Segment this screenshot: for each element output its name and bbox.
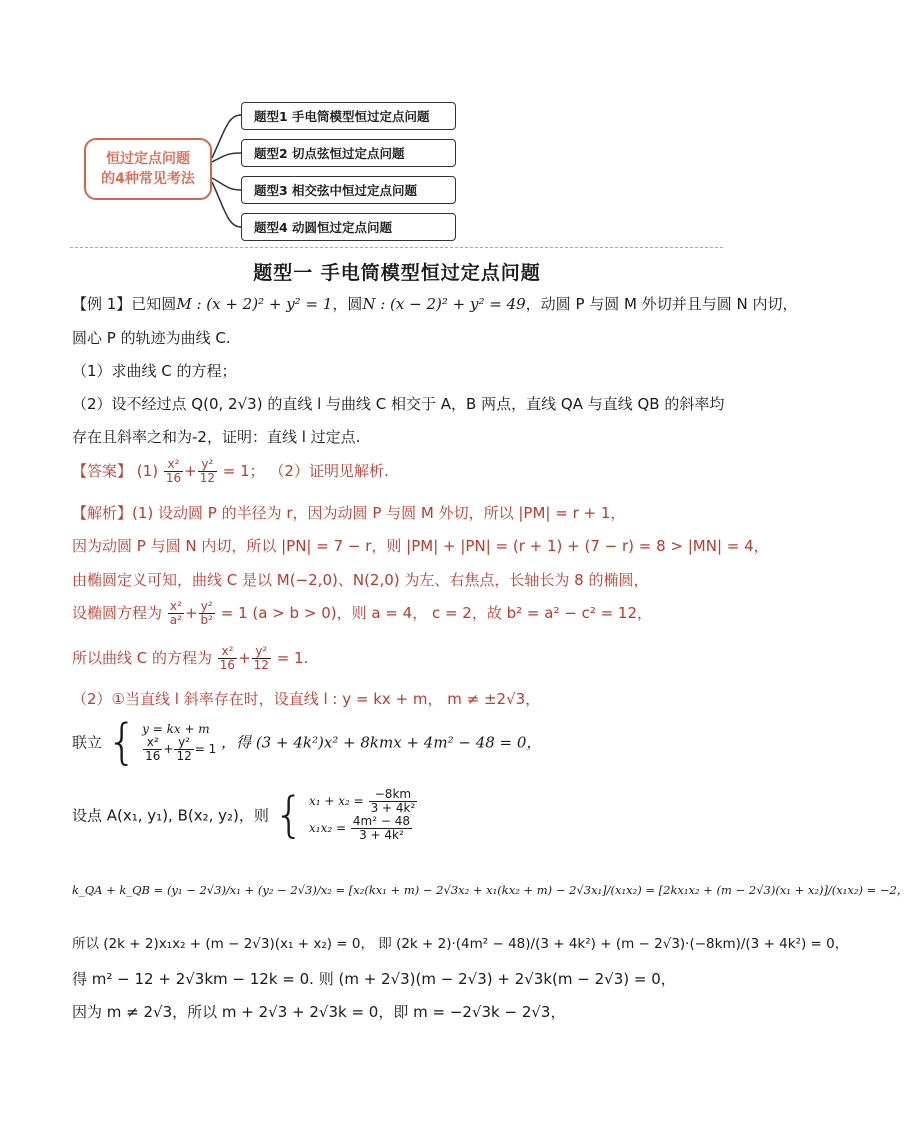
equation-system — [142, 722, 216, 763]
section-title: 题型一 手电筒模型恒过定点问题 — [253, 262, 541, 284]
combined-equation: ，得 (3 + 4k²)x² + 8kmx + 4m² − 48 = 0， — [221, 733, 542, 752]
solution-5-suffix: = 1. — [276, 649, 309, 667]
circle-n-equation: N : (x − 2)² + y² = 49 — [362, 295, 526, 313]
section-divider — [70, 247, 723, 248]
vieta-product: x₁x₂ = $\frac{\text{4m² − 48}}{\text{3 + 4k²}}$ — [309, 814, 410, 842]
lianli-label: 联立 — [72, 733, 103, 752]
ellipse-frac-y: $\frac{\text{y²}}{\text{b²}}$ — [200, 599, 213, 627]
system-eq-1: y = kx + m — [142, 721, 210, 736]
solution-line-5: 所以曲线 C 的方程为 $\frac{\text{x²}}{16}$ + $\frac{\text{y²}}{12}$ = 1. — [72, 644, 309, 672]
system-eq-2: $\frac{\text{x²}}{16}$ + $\frac{\text{y²}}{12}$ = 1 — [145, 734, 217, 763]
solution-label: 【解析】 — [72, 504, 133, 522]
question-2-line-1: （2）设不经过点 Q(0, 2√3) 的直线 l 与曲线 C 相交于 A，B 两点，直线 QA 与直线 QB 的斜率均 — [72, 395, 725, 413]
answer-part-1: (1) — [136, 462, 159, 480]
question-2-line-2: 存在且斜率之和为-2，证明：直线 l 过定点. — [72, 428, 361, 446]
vieta-sum: x₁ + x₂ = $\frac{-8km}{\text{3 + 4k²}}$ — [309, 787, 416, 815]
derivation-line-1: 所以 (2k + 2)x₁x₂ + (m − 2√3)(x₁ + x₂) = 0， 即 (2k + 2)·(4m² − 48)/(3 + 4k²) + (m − 2√3)·(−8km)/(3 + 4k²) = 0， — [72, 936, 849, 952]
example-mid: ，圆 — [332, 295, 363, 313]
part-2-line: （2）①当直线 l 斜率存在时，设直线 l : y = kx + m， m ≠ ±2√3， — [72, 690, 541, 708]
left-brace: { — [106, 714, 138, 770]
solution-4-prefix: 设椭圆方程为 — [72, 604, 163, 622]
answer-frac-y: $\frac{\text{y²}}{12}$ — [199, 457, 215, 485]
mindmap-branch-4: 题型4 动圆恒过定点问题 — [241, 213, 456, 241]
solution-text-1: (1) 设动圆 P 的半径为 r，因为动圆 P 与圆 M 外切，所以 |PM| = r + 1， — [132, 504, 626, 522]
solution-line-4: 设椭圆方程为 $\frac{\text{x²}}{\text{a²}}$ + $\frac{\text{y²}}{\text{b²}}$ = 1 (a > b > 0)，则 a = 4， c = 2，故 b² = a² − c² = 12， — [72, 599, 653, 627]
curve-frac-y: $\frac{\text{y²}}{12}$ — [253, 644, 269, 672]
example-tail: ，动圆 P 与圆 M 外切并且与圆 N 内切， — [525, 295, 798, 313]
vieta-line — [72, 788, 418, 842]
derivation-line-2: 得 m² − 12 + 2√3km − 12k = 0. 则 (m + 2√3)(m − 2√3) + 2√3k(m − 2√3) = 0， — [72, 970, 676, 988]
slope-sum-line: k_QA + k_QB = (y₁ − 2√3)/x₁ + (y₂ − 2√3)/x₂ = [x₂(kx₁ + m) − 2√3x₂ + x₁(kx₂ + m) − 2√3x₁]/(x₁x₂) = [2kx₁x₂ + (m − 2√3)(x₁ + x₂)]/(x₁x₂) = −2， — [72, 883, 908, 897]
ellipse-frac-x: $\frac{\text{x²}}{\text{a²}}$ — [169, 599, 182, 627]
question-1: （1）求曲线 C 的方程； — [72, 362, 237, 380]
answer-label: 【答案】 — [72, 462, 133, 480]
mindmap-center-line2: 的4种常见考法 — [101, 171, 195, 187]
mindmap-branch-3: 题型3 相交弦中恒过定点问题 — [241, 176, 456, 204]
simultaneous-line — [72, 714, 542, 770]
example-label: 【例 1】已知圆 — [72, 295, 177, 313]
answer-line: 【答案】 (1) $\frac{\text{x²}}{16}$ + $\frac{\text{y²}}{12}$ = 1； （2）证明见解析. — [72, 457, 389, 485]
mindmap-branch-2: 题型2 切点弦恒过定点问题 — [241, 139, 456, 167]
curve-frac-x: $\frac{\text{x²}}{16}$ — [219, 644, 236, 672]
circle-m-equation: M : (x + 2)² + y² = 1 — [176, 295, 333, 313]
answer-frac-x: $\frac{\text{x²}}{16}$ — [165, 457, 182, 485]
mindmap-center-line1: 恒过定点问题 — [106, 151, 190, 167]
example-line-1 — [72, 293, 798, 314]
solution-5-prefix: 所以曲线 C 的方程为 — [72, 649, 213, 667]
answer-part-2: （2）证明见解析. — [269, 462, 389, 480]
solution-line-1 — [72, 502, 625, 523]
set-points: 设点 A(x₁, y₁), B(x₂, y₂)，则 — [72, 806, 269, 825]
solution-4-suffix: = 1 (a > b > 0)，则 a = 4， c = 2，故 b² = a² − c² = 12， — [220, 604, 653, 622]
example-line-2: 圆心 P 的轨迹为曲线 C. — [72, 329, 231, 347]
answer-equation-tail: = 1； — [222, 462, 265, 480]
solution-line-2: 因为动圆 P 与圆 N 内切，所以 |PN| = 7 − r，则 |PM| + |PN| = (r + 1) + (7 − r) = 8 > |MN| = 4， — [72, 537, 769, 555]
solution-line-3: 由椭圆定义可知，曲线 C 是以 M(−2,0)、N(2,0) 为左、右焦点，长轴长为 8 的椭圆， — [72, 571, 649, 589]
mindmap-branch-1: 题型1 手电筒模型恒过定点问题 — [241, 102, 456, 130]
vieta-system — [309, 788, 418, 842]
mindmap-center — [84, 138, 212, 200]
vieta-brace: { — [273, 787, 305, 843]
derivation-line-3: 因为 m ≠ 2√3，所以 m + 2√3 + 2√3k = 0，即 m = −2√3k − 2√3， — [72, 1003, 566, 1021]
